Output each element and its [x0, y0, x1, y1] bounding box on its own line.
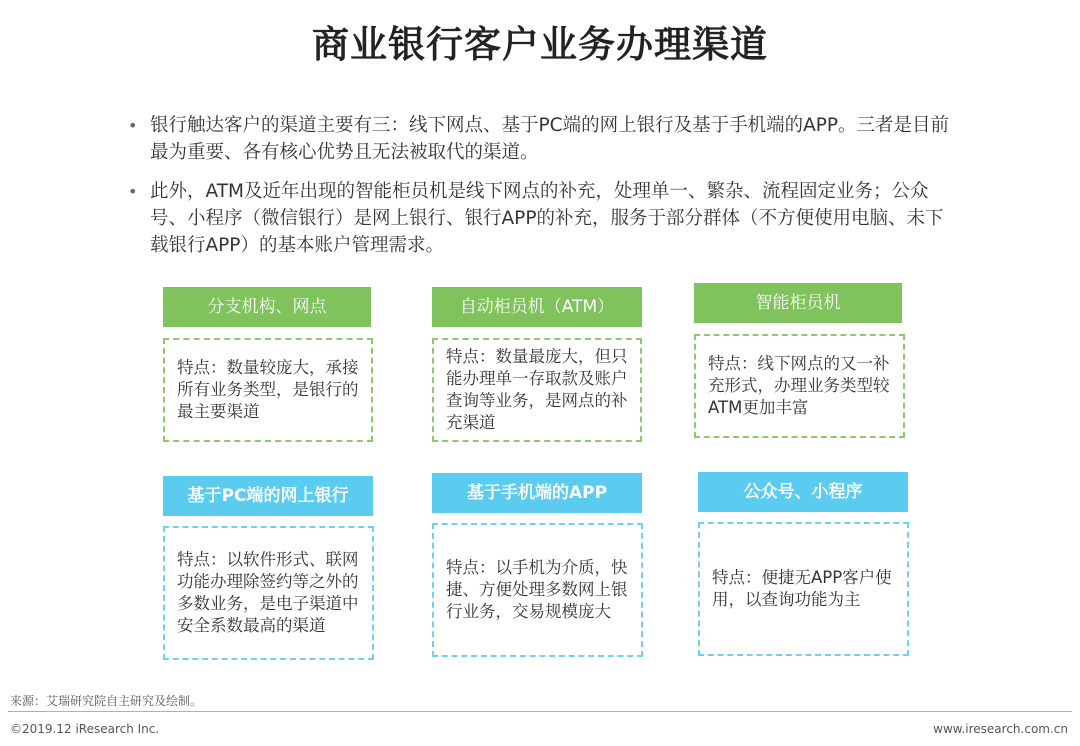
- channel-desc-wechat: [698, 522, 909, 656]
- channel-desc-smart-teller: [694, 334, 905, 438]
- channel-header-mobile-app: 基于手机端的APP: [432, 473, 642, 513]
- channel-desc-online-banking: [163, 526, 374, 660]
- channel-desc-branch: [163, 338, 373, 442]
- channel-header-smart-teller: 智能柜员机: [694, 283, 902, 323]
- channel-desc-mobile-app: [432, 523, 643, 657]
- bullet-item: • 此外，ATM及近年出现的智能柜员机是线下网点的补充，处理单一、繁杂、流程固定业务；公众号、小程序（微信银行）是网上银行、银行APP的补充，服务于部分群体（不方便使用电脑、未下载银行APP）的基本账户管理需求。: [126, 178, 956, 259]
- channel-header-online-banking: 基于PC端的网上银行: [163, 476, 373, 516]
- footer-divider: [8, 711, 1072, 712]
- channel-desc-text: 特点：数量较庞大，承接所有业务类型，是银行的最主要渠道: [177, 358, 359, 421]
- channel-desc-text: 特点：以手机为介质，快捷、方便处理多数网上银行业务，交易规模庞大: [446, 558, 628, 621]
- copyright: ©2019.12 iResearch Inc.: [10, 722, 160, 736]
- website-url: www.iresearch.com.cn: [933, 722, 1068, 736]
- channel-header-wechat: 公众号、小程序: [698, 472, 908, 512]
- page-title: 商业银行客户业务办理渠道: [312, 23, 768, 66]
- bullet-list: [126, 112, 956, 271]
- channel-desc-text: 特点：以软件形式、联网功能办理除签约等之外的多数业务，是电子渠道中安全系数最高的渠道: [177, 550, 359, 635]
- channel-header-branch: 分支机构、网点: [163, 287, 371, 327]
- source-note: 来源：艾瑞研究院自主研究及绘制。: [10, 694, 203, 708]
- channel-desc-text: 特点：数量最庞大，但只能办理单一存取款及账户查询等业务，是网点的补充渠道: [446, 347, 628, 432]
- bullet-item: • 银行触达客户的渠道主要有三：线下网点、基于PC端的网上银行及基于手机端的APP。三者是目前最为重要、各有核心优势且无法被取代的渠道。: [126, 112, 956, 166]
- channel-desc-text: 特点：线下网点的又一补充形式，办理业务类型较ATM更加丰富: [708, 354, 890, 417]
- channel-header-atm: 自动柜员机（ATM）: [432, 287, 642, 327]
- channel-desc-atm: [432, 338, 642, 442]
- channel-desc-text: 特点：便捷无APP客户使用，以查询功能为主: [712, 568, 892, 609]
